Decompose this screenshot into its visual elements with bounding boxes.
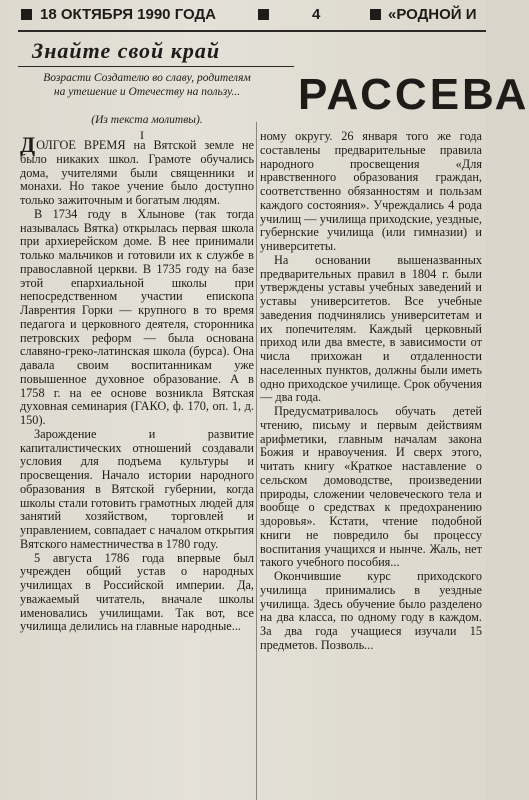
square-marker-icon xyxy=(370,9,381,20)
paragraph: ДОЛГОЕ ВРЕМЯ на Вятской земле не было никаких школ. Грамоте обучались дома, учителями были священники и монахи. Но такое учение было доступно только зажиточным и богатым людям. xyxy=(20,132,254,207)
paragraph: 5 августа 1786 года впервые был учрежден общий устав о народных училищах в Российской империи. Да, уважаемый читатель, вначале школы именовались училищами. Так вот, все училища делились на главные народные... xyxy=(20,550,254,634)
header-rule xyxy=(18,30,486,32)
paragraph: Окончившие курс приходского училища принимались в уездные училища. Здесь обучение было разделено на два класса, по одному году в каждом. За два года учащиеся изучали 15 предметов. Позволь... xyxy=(260,569,482,652)
column-divider xyxy=(256,122,257,800)
left-column xyxy=(20,132,254,634)
rubric-rule xyxy=(18,66,294,67)
section-number: I xyxy=(140,128,144,142)
epigraph-source: (Из текста молитвы). xyxy=(91,114,203,126)
page-header xyxy=(0,0,486,30)
page-number: 4 xyxy=(312,6,321,23)
drop-cap: Д xyxy=(20,132,36,157)
square-marker-icon xyxy=(258,9,269,20)
issue-date: 18 ОКТЯБРЯ 1990 ГОДА xyxy=(40,6,216,23)
paragraph: Предусматривалось обучать детей чтению, письму и первым действиям арифметики, главным началам закона Божия и нравоучения. И сверх этого, читать книгу «Краткое наставление о сельском домоводстве, произведении природы, сложении человеческого тела и вообще о средствах к предохранению здоровья». Кстати, чтение подобной книги не повредило бы процессу воспитания учащихся и нынче. Жаль, нет такого учебного пособия... xyxy=(260,404,482,570)
paragraph: В 1734 году в Хлынове (так тогда называлась Вятка) открылась первая школа при архиерейском доме. В нее принимали только мальчиков и готовили их к службе в православной церкви. В 1735 году на базе этой епархиальной школы при непосредственном участии епископа Лаврентия Горки — крупного в то время педагога и церковного деятеля, сторонника петровских реформ — была основана славяно-греко-латинская школа (бурса). Она давала своим воспитанникам уже повышенное духовное образование. А в 1758 г. на ее основе возникла Вятская духовная семинария (ГАКО, ф. 170, оп. 1, д. 150). xyxy=(20,206,254,427)
paragraph: На основании вышеназванных предварительных правил в 1804 г. были утверждены уставы учебных заведений и уставы университетов. Все учебные заведения подчинялись университетам и их попечителям. Каждый церковный приход или два вместе, в зависимости от числа прихожан и отдаленности населенных пунктов, должны были иметь одно приходское училище. Срок обучения — два года. xyxy=(260,252,482,405)
rubric-title: Знайте свой край xyxy=(32,38,221,63)
epigraph: Возрасти Создателю во славу, родителям на утешение и Отечеству на пользу... xyxy=(43,72,251,98)
article-title: РАССЕВА xyxy=(298,70,529,119)
paragraph: Зарождение и развитие капиталистических отношений создавали условия для подъема культуры и просвещения. Начало истории народного образования в Вятской губернии, когда школы стали готовить грамотных людей для занятий хозяйством, торговлей и управлением, совпадает с началом открытия Вятского наместничества в 1780 году. xyxy=(20,426,254,551)
right-column xyxy=(260,130,482,653)
newspaper-name: «РОДНОЙ И xyxy=(388,6,477,23)
square-marker-icon xyxy=(21,9,32,20)
paragraph: ному округу. 26 января того же года составлены предварительные правила народного просвещения «Для нравственного образования граждан, соответственно обязанностям и пользам каждого состояния». Учреждались 4 рода училищ — училища приходские, уездные, губернские училища (или гимназии) и университеты. xyxy=(260,129,482,253)
